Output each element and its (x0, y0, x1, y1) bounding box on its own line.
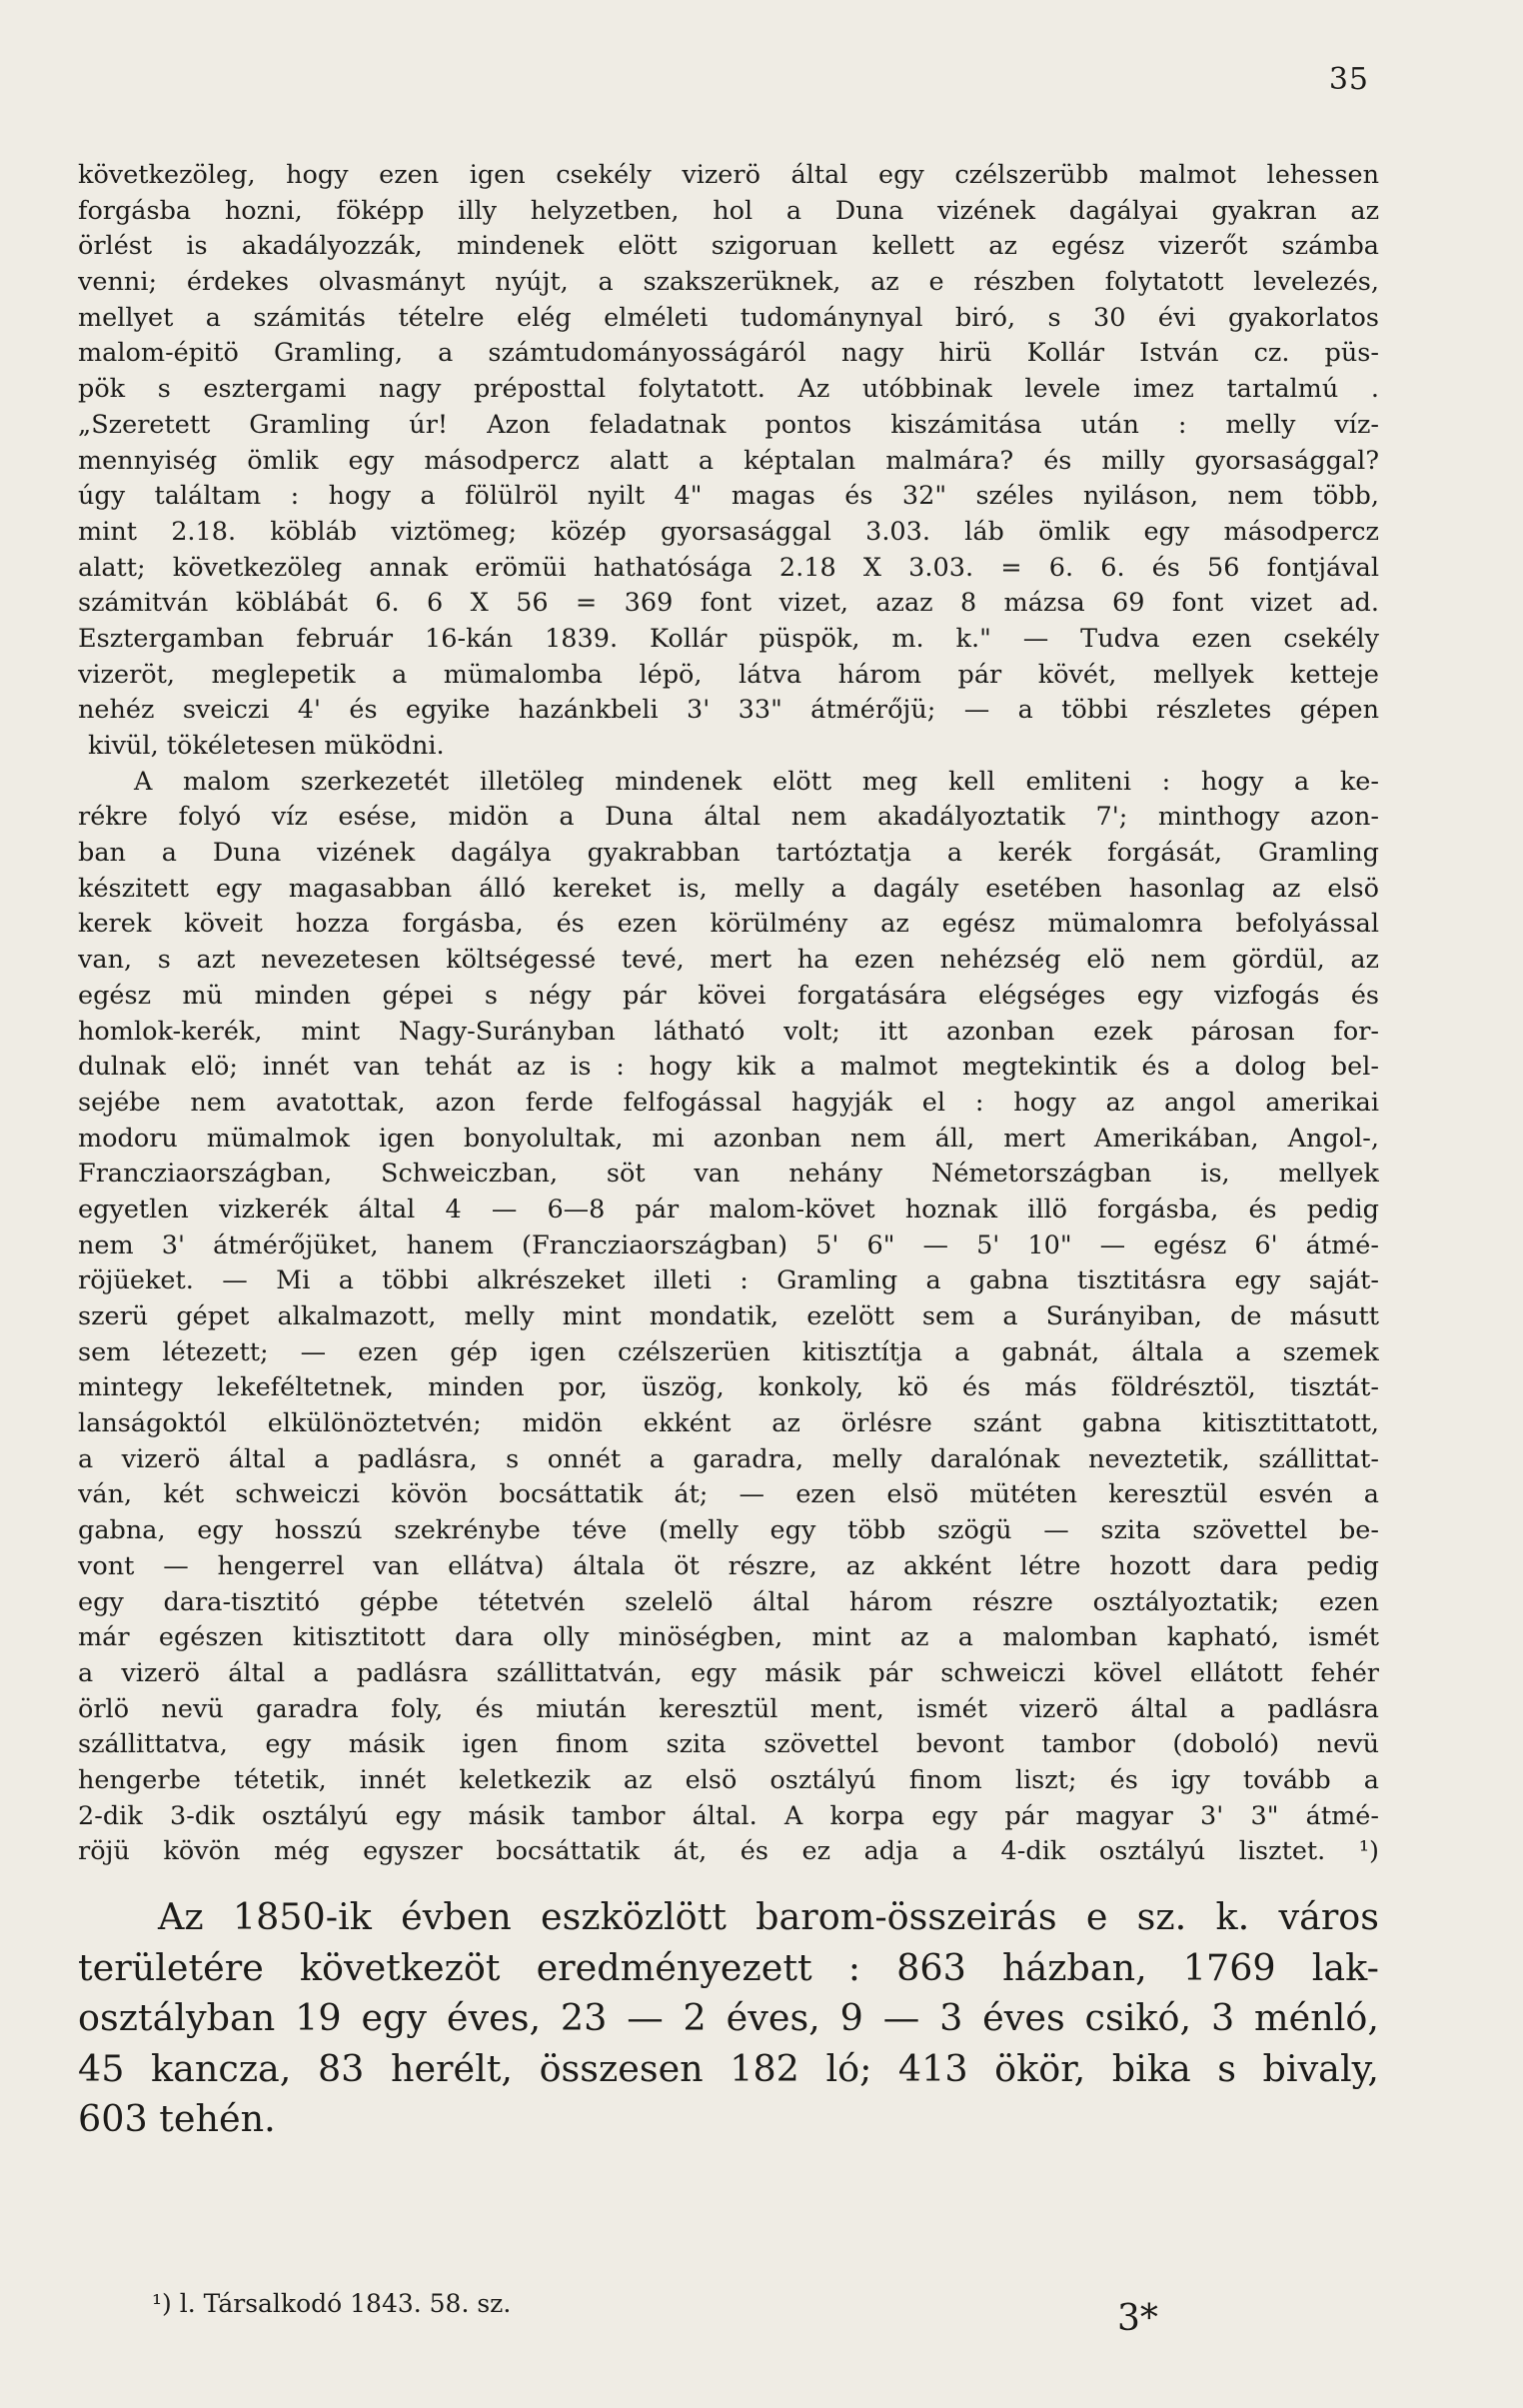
text-line: sem létezett; — ezen gép igen czélszerüen kitisztítja a gabnát, általa a szemek (78, 1336, 1379, 1367)
text-line: kivül, tökéletesen müködni. (88, 731, 445, 761)
text-line: nem 3' átmérőjüket, hanem (Francziaországban) 5' 6" — 5' 10" — egész 6' átmé- (78, 1229, 1379, 1260)
text-line: számitván köblábát 6. 6 X 56 = 369 font vizet, azaz 8 mázsa 69 font vizet ad. (78, 588, 1379, 619)
text-line: hengerbe tétetik, innét keletkezik az elsö osztályú finom liszt; és igy tovább a (78, 1764, 1379, 1795)
text-line: örlö nevü garadra foly, és miután keresztül ment, ismét vizerö által a padlásra (78, 1693, 1379, 1724)
paragraph-start-line: A malom szerkezetét illetöleg mindenek elött meg kell emliteni : hogy a ke- (134, 766, 1379, 797)
text-line: „Szeretett Gramling úr! Azon feladatnak pontos kiszámitása után : melly víz- (78, 409, 1379, 440)
text-line: röjüeket. — Mi a többi alkrészeket illeti : Gramling a gabna tisztitásra egy saját- (78, 1265, 1379, 1296)
text-line: forgásba hozni, föképp illy helyzetben, hol a Duna vizének dagályai gyakran az (78, 195, 1379, 226)
text-line: mennyiség ömlik egy másodpercz alatt a képtalan malmára? és milly gyorsasággal? (78, 445, 1379, 476)
text-line: röjü kövön még egyszer bocsáttatik át, és ez adja a 4-dik osztályú lisztet. ¹) (78, 1836, 1379, 1867)
text-line: vizeröt, meglepetik a mümalomba lépö, látva három pár kövét, mellyek ketteje (78, 659, 1379, 690)
text-line: osztályban 19 egy éves, 23 — 2 éves, 9 — 3 éves csikó, 3 ménló, (78, 1996, 1379, 2040)
text-line: 2-dik 3-dik osztályú egy másik tambor által. A korpa egy pár magyar 3' 3" átmé- (78, 1800, 1379, 1831)
text-line: örlést is akadályozzák, mindenek elött szigoruan kellett az egész vizerőt számba (78, 231, 1379, 262)
text-line: egy dara-tisztitó gépbe tétetvén szelelö által három részre osztályoztatik; ezen (78, 1586, 1379, 1617)
text-line: venni; érdekes olvasmányt nyújt, a szakszerüknek, az e részben folytatott levelezés, (78, 267, 1379, 298)
signature-mark: 3* (1117, 2298, 1158, 2339)
text-line: vont — hengerrel van ellátva) általa öt részre, az akként létre hozott dara pedig (78, 1550, 1379, 1581)
text-line: Francziaországban, Schweiczban, söt van nehány Németországban is, mellyek (78, 1159, 1379, 1190)
text-line: szerü gépet alkalmazott, melly mint mondatik, ezelött sem a Surányiban, de másutt (78, 1301, 1379, 1331)
text-line: egész mü minden gépei s négy pár kövei forgatására elégséges egy vizfogás és (78, 980, 1379, 1011)
text-line: következöleg, hogy ezen igen csekély vizerö által egy czélszerübb malmot lehessen (78, 160, 1379, 190)
text-line: van, s azt nevezetesen költségessé tevé, mert ha ezen nehézség elö nem gördül, az (78, 945, 1379, 976)
text-line: mellyet a számitás tételre elég elméleti tudománynyal biró, s 30 évi gyakorlatos (78, 302, 1379, 333)
text-line: lanságoktól elkülönöztetvén; midön ekként az örlésre szánt gabna kitisztittatott, (78, 1408, 1379, 1439)
text-line: mintegy lekeféltetnek, minden por, üszög, konkoly, kö és más földrésztöl, tisztát- (78, 1372, 1379, 1403)
text-line: mint 2.18. köbláb viztömeg; közép gyorsasággal 3.03. láb ömlik egy másodpercz (78, 516, 1379, 547)
text-line: alatt; következöleg annak erömüi hathatósága 2.18 X 3.03. = 6. 6. és 56 fontjával (78, 552, 1379, 583)
text-line: modoru mümalmok igen bonyolultak, mi azonban nem áll, mert Amerikában, Angol-, (78, 1123, 1379, 1154)
text-line: a vizerö által a padlásra, s onnét a garadra, melly daralónak neveztetik, szállittat- (78, 1443, 1379, 1474)
text-line: egyetlen vizkerék által 4 — 6—8 pár malom-követ hoznak illö forgásba, és pedig (78, 1194, 1379, 1224)
text-line: pök s esztergami nagy préposttal folytatott. Az utóbbinak levele imez tartalmú . (78, 374, 1379, 405)
text-line: homlok-kerék, mint Nagy-Surányban látható volt; itt azonban ezek párosan for- (78, 1016, 1379, 1047)
body-text-small (78, 158, 1379, 1906)
text-line: gabna, egy hosszú szekrénybe téve (melly egy több szögü — szita szövettel be- (78, 1515, 1379, 1546)
text-line: területére következöt eredményezett : 863 házban, 1769 lak- (78, 1945, 1379, 1989)
text-line: Esztergamban február 16-kán 1839. Kollár püspök, m. k." — Tudva ezen csekély (78, 623, 1379, 654)
text-line: kerek köveit hozza forgásba, és ezen körülmény az egész mümalomra befolyással (78, 909, 1379, 940)
text-line: dulnak elö; innét van tehát az is : hogy kik a malmot megtekintik és a dolog bel- (78, 1052, 1379, 1083)
text-line: úgy találtam : hogy a fölülröl nyilt 4" magas és 32" széles nyiláson, nem több, (78, 481, 1379, 512)
page-number: 35 (1328, 62, 1369, 97)
body-text-large (78, 1892, 1379, 2145)
text-line: már egészen kitisztitott dara olly minöségben, mint az a malomban kapható, ismét (78, 1622, 1379, 1653)
text-line: ván, két schweiczi kövön bocsáttatik át; — ezen elsö mütéten keresztül esvén a (78, 1479, 1379, 1510)
text-line: készitett egy magasabban álló kereket is, melly a dagály esetében hasonlag az elsö (78, 873, 1379, 904)
footnote: ¹) l. Társalkodó 1843. 58. sz. (152, 2289, 512, 2318)
text-line: szállittatva, egy másik igen finom szita szövettel bevont tambor (doboló) nevü (78, 1729, 1379, 1760)
paragraph-start-line: Az 1850-ik évben eszközlött barom-összeirás e sz. k. város (158, 1895, 1379, 1938)
text-line: ban a Duna vizének dagálya gyakrabban tartóztatja a kerék forgását, Gramling (78, 838, 1379, 869)
text-line: a vizerö által a padlásra szállittatván, egy másik pár schweiczi kövel ellátott fehér (78, 1657, 1379, 1688)
text-line: rékre folyó víz esése, midön a Duna által nem akadályoztatik 7'; minthogy azon- (78, 802, 1379, 833)
text-line: nehéz sveiczi 4' és egyike hazánkbeli 3' 33" átmérőjü; — a többi részletes gépen (78, 695, 1379, 726)
text-line: 45 kancza, 83 herélt, összesen 182 ló; 413 ökör, bika s bivaly, (78, 2046, 1379, 2090)
text-line: sejébe nem avatottak, azon ferde felfogással hagyják el : hogy az angol amerikai (78, 1087, 1379, 1118)
text-line: malom-épitö Gramling, a számtudományosságáról nagy hirü Kollár István cz. püs- (78, 338, 1379, 369)
text-line: 603 tehén. (78, 2097, 276, 2141)
